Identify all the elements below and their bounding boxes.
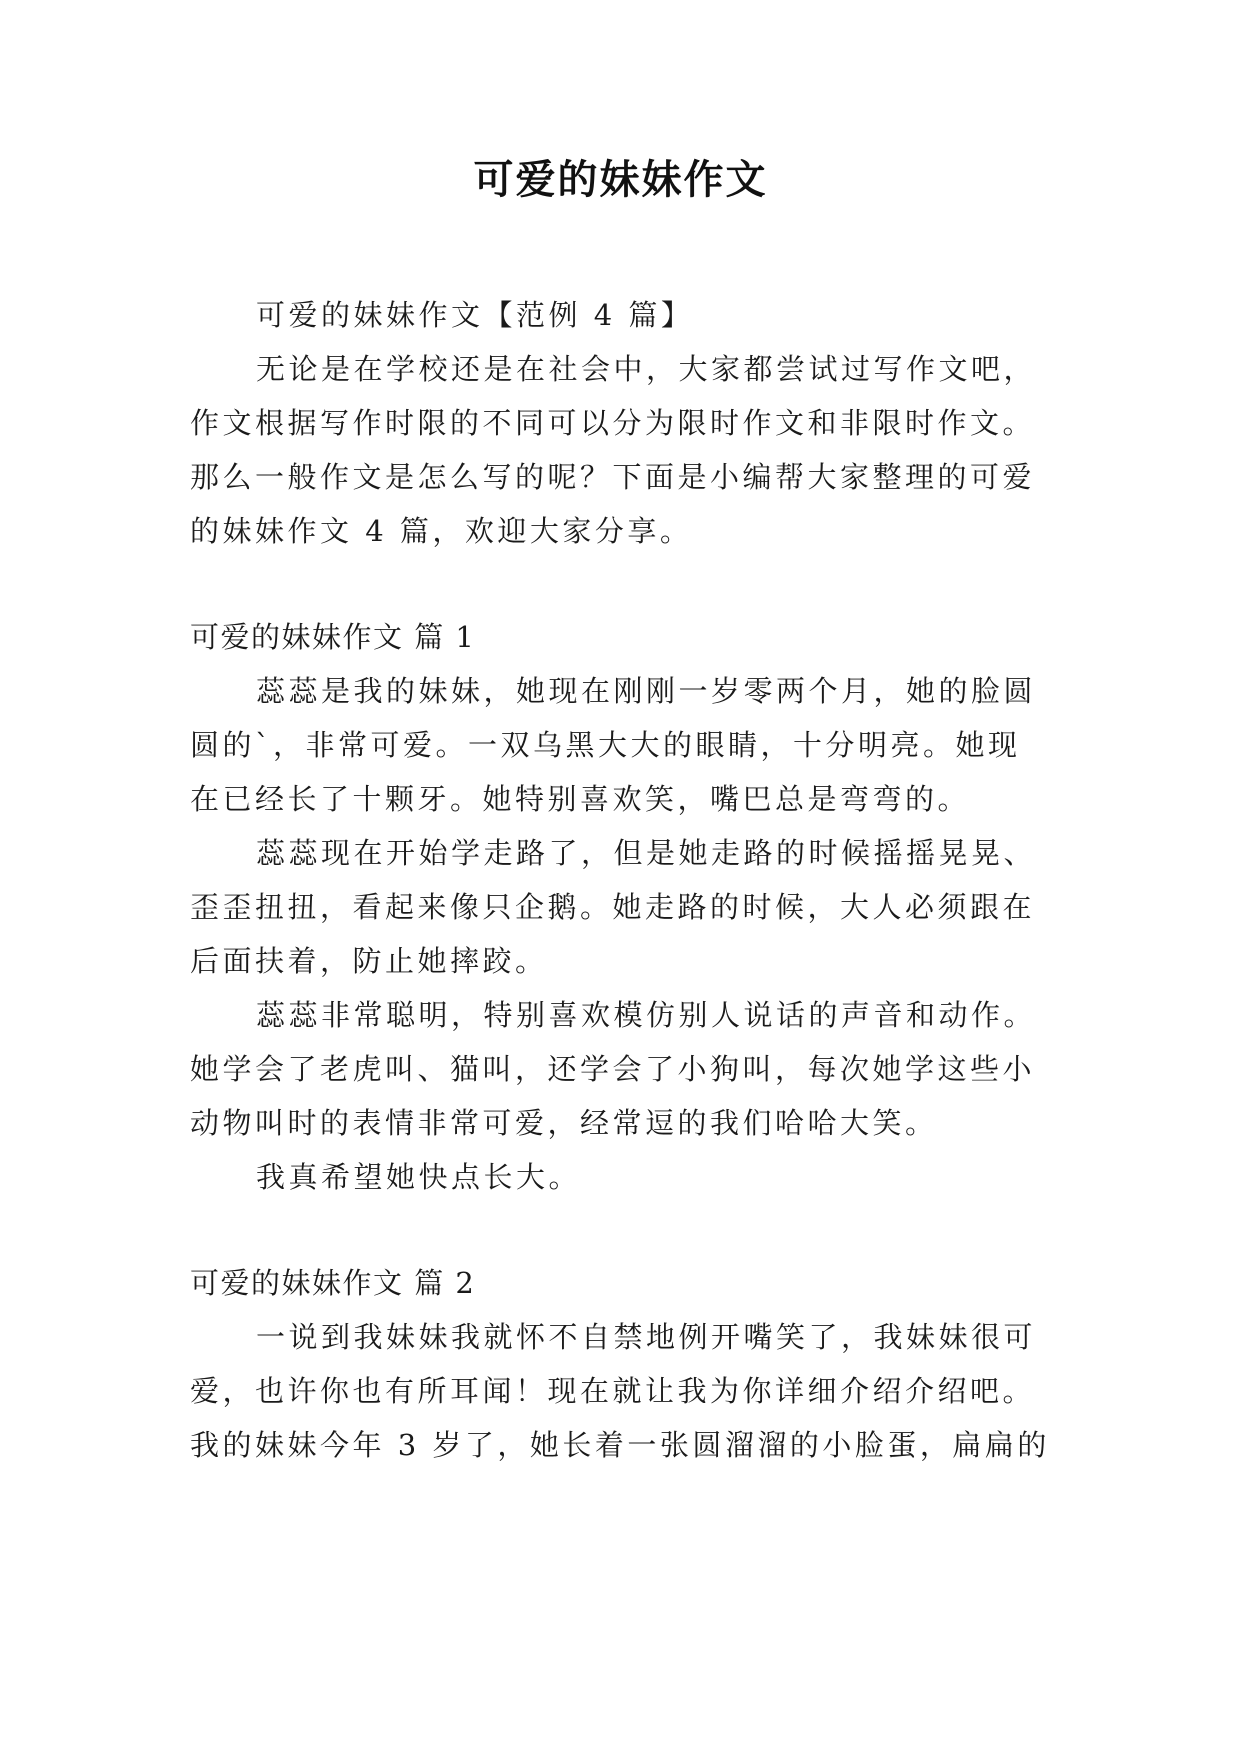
intro-paragraph: 无论是在学校还是在社会中，大家都尝试过写作文吧，作文根据写作时限的不同可以分为限时作文和非限时作文。那么一般作文是怎么写的呢？下面是小编帮大家整理的可爱的妹妹作文 4 篇，欢迎大家分享。 [190,352,1037,548]
document-title: 可爱的妹妹作文 [473,157,768,203]
section-1-paragraph-1: 蕊蕊是我的妹妹，她现在刚刚一岁零两个月，她的脸圆圆的`，非常可爱。一双乌黑大大的眼睛，十分明亮。她现在已经长了十颗牙。她特别喜欢笑，嘴巴总是弯弯的。 [190,674,1037,816]
document-subtitle: 可爱的妹妹作文【范例 4 篇】 [256,298,694,332]
section-1-paragraph-2: 蕊蕊现在开始学走路了，但是她走路的时候摇摇晃晃、歪歪扭扭，看起来像只企鹅。她走路的时候，大人必须跟在后面扶着，防止她摔跤。 [190,836,1037,978]
document-body [190,288,1050,1472]
section-2-paragraph-1: 一说到我妹妹我就怀不自禁地例开嘴笑了，我妹妹很可爱，也许你也有所耳闻！现在就让我为你详细介绍介绍吧。我的妹妹今年 3 岁了，她长着一张圆溜溜的小脸蛋，扁扁的 [190,1320,1050,1462]
section-heading-1: 可爱的妹妹作文 篇 1 [190,620,476,654]
section-heading-2: 可爱的妹妹作文 篇 2 [190,1266,476,1300]
section-1-paragraph-3: 蕊蕊非常聪明，特别喜欢模仿别人说话的声音和动作。她学会了老虎叫、猫叫，还学会了小狗叫，每次她学这些小动物叫时的表情非常可爱，经常逗的我们哈哈大笑。 [190,998,1037,1140]
section-1-paragraph-4: 我真希望她快点长大。 [256,1160,582,1194]
